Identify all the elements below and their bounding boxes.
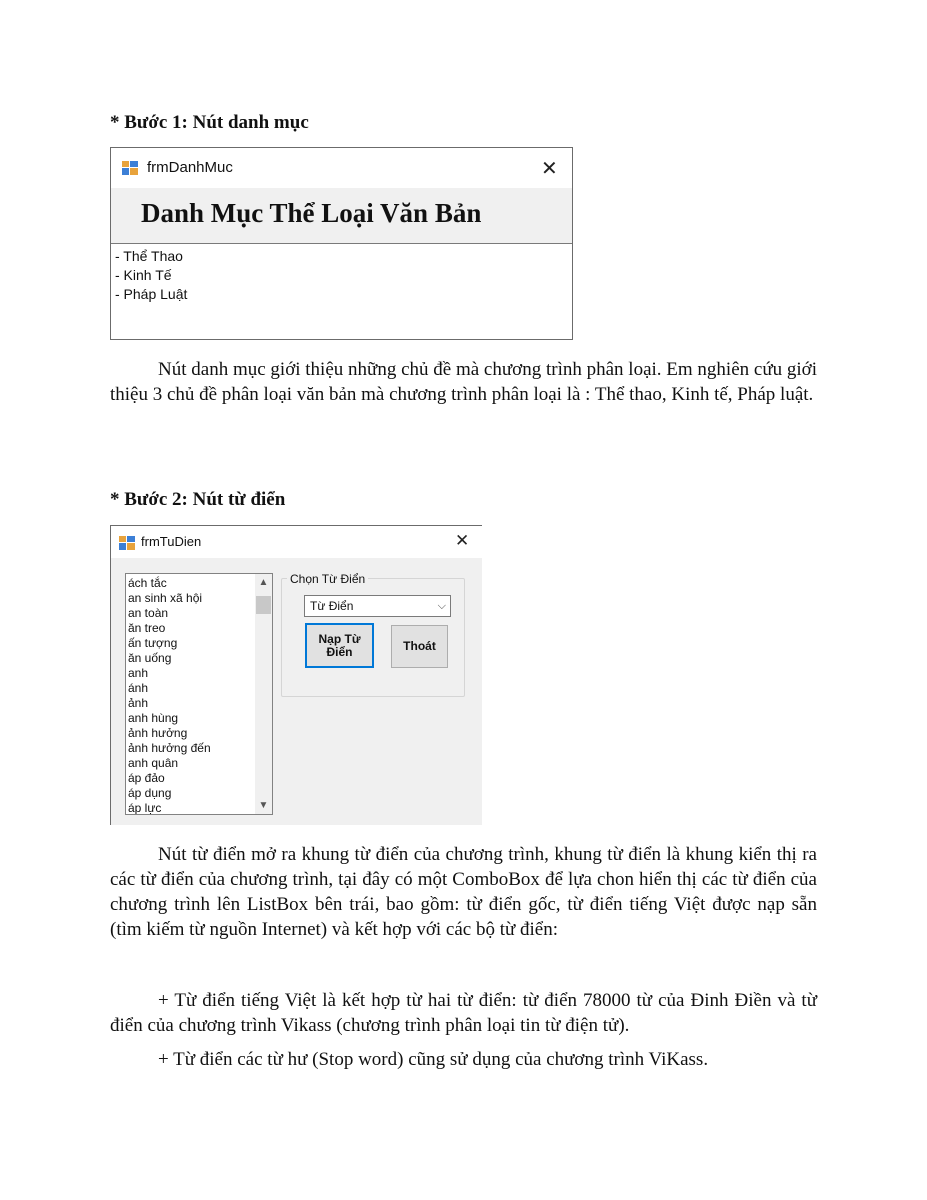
list-item[interactable]: anh: [128, 666, 149, 680]
step2-paragraph-3: + Từ điển các từ hư (Stop word) cũng sử dụng của chương trình ViKass.: [158, 1049, 709, 1070]
title-bar: [111, 526, 482, 558]
step2-paragraph-2: + Từ điển tiếng Việt là kết hợp từ hai từ điển: từ điển 78000 từ của Đinh Điền và từ điển của chương trình Vikass (chương trình phân loại tin từ điện tử).: [110, 990, 817, 1036]
exit-button[interactable]: Thoát: [391, 625, 448, 668]
list-item[interactable]: ấn tượng: [128, 636, 178, 650]
list-item[interactable]: an sinh xã hội: [128, 591, 203, 605]
chevron-down-icon[interactable]: ⌵: [437, 600, 446, 612]
category-item: - Kinh Tế: [115, 267, 172, 283]
listbox-scrollbar[interactable]: [255, 574, 272, 814]
close-icon[interactable]: ✕: [455, 531, 470, 550]
list-item[interactable]: ăn treo: [128, 621, 166, 635]
dictionary-combobox[interactable]: [304, 595, 451, 617]
title-bar: [111, 148, 572, 188]
list-item[interactable]: ăn uống: [128, 651, 172, 665]
step2-heading: * Bước 2: Nút từ điển: [110, 489, 286, 510]
combo-value: Từ Điển: [310, 599, 354, 613]
list-item[interactable]: anh hùng: [128, 711, 179, 725]
banner-title: Danh Mục Thể Loại Văn Bản: [141, 198, 482, 228]
list-item[interactable]: ảnh: [128, 696, 149, 710]
category-item: - Thể Thao: [115, 248, 183, 264]
form-app-icon: [119, 536, 135, 550]
step1-paragraph: Nút danh mục giới thiệu những chủ đề mà chương trình phân loại. Em nghiên cứu giới thiệu 3 chủ đề phân loại văn bản mà chương trình phân loại là : Thể thao, Kinh tế, Pháp luật.: [110, 359, 817, 405]
load-dictionary-button[interactable]: Nạp Từ Điển: [305, 623, 374, 668]
list-item[interactable]: anh quân: [128, 756, 179, 770]
window-title: frmDanhMuc: [147, 159, 233, 176]
step2-paragraph-1: Nút từ điển mở ra khung từ điển của chương trình, khung từ điển là khung kiển thị ra các từ điển của chương trình, tại đây có một ComboBox để lựa chon hiển thị các từ điển của chương trình lên ListBox bên trái, bao gồm: từ điển gốc, từ điển tiếng Việt được nạp sẵn (tìm kiếm từ nguồn Internet) và kết hợp với các bộ từ điển:: [110, 844, 817, 940]
list-item[interactable]: áp đảo: [128, 771, 165, 785]
scroll-up-icon[interactable]: ▲: [258, 577, 269, 588]
group-label: Chọn Từ Điển: [287, 572, 368, 586]
category-item: - Pháp Luật: [115, 286, 188, 302]
frm-danh-muc-window: [110, 147, 573, 340]
list-item[interactable]: ảnh hưởng: [128, 726, 188, 740]
list-item[interactable]: áp lực: [128, 801, 162, 815]
scroll-down-icon[interactable]: ▼: [258, 800, 269, 811]
list-item[interactable]: ánh: [128, 681, 149, 695]
list-item[interactable]: ảnh hưởng đến: [128, 741, 211, 755]
frm-tu-dien-window: [110, 525, 482, 825]
close-icon[interactable]: ✕: [541, 158, 558, 180]
window-title: frmTuDien: [141, 534, 202, 549]
scroll-thumb[interactable]: [256, 596, 271, 614]
dictionary-listbox[interactable]: [125, 573, 273, 815]
category-textbox[interactable]: [111, 243, 572, 339]
list-item[interactable]: ách tắc: [128, 576, 167, 590]
step1-heading: * Bước 1: Nút danh mục: [110, 112, 309, 133]
list-item[interactable]: an toàn: [128, 606, 169, 620]
form-app-icon: [122, 161, 138, 175]
list-item[interactable]: áp dụng: [128, 786, 172, 800]
